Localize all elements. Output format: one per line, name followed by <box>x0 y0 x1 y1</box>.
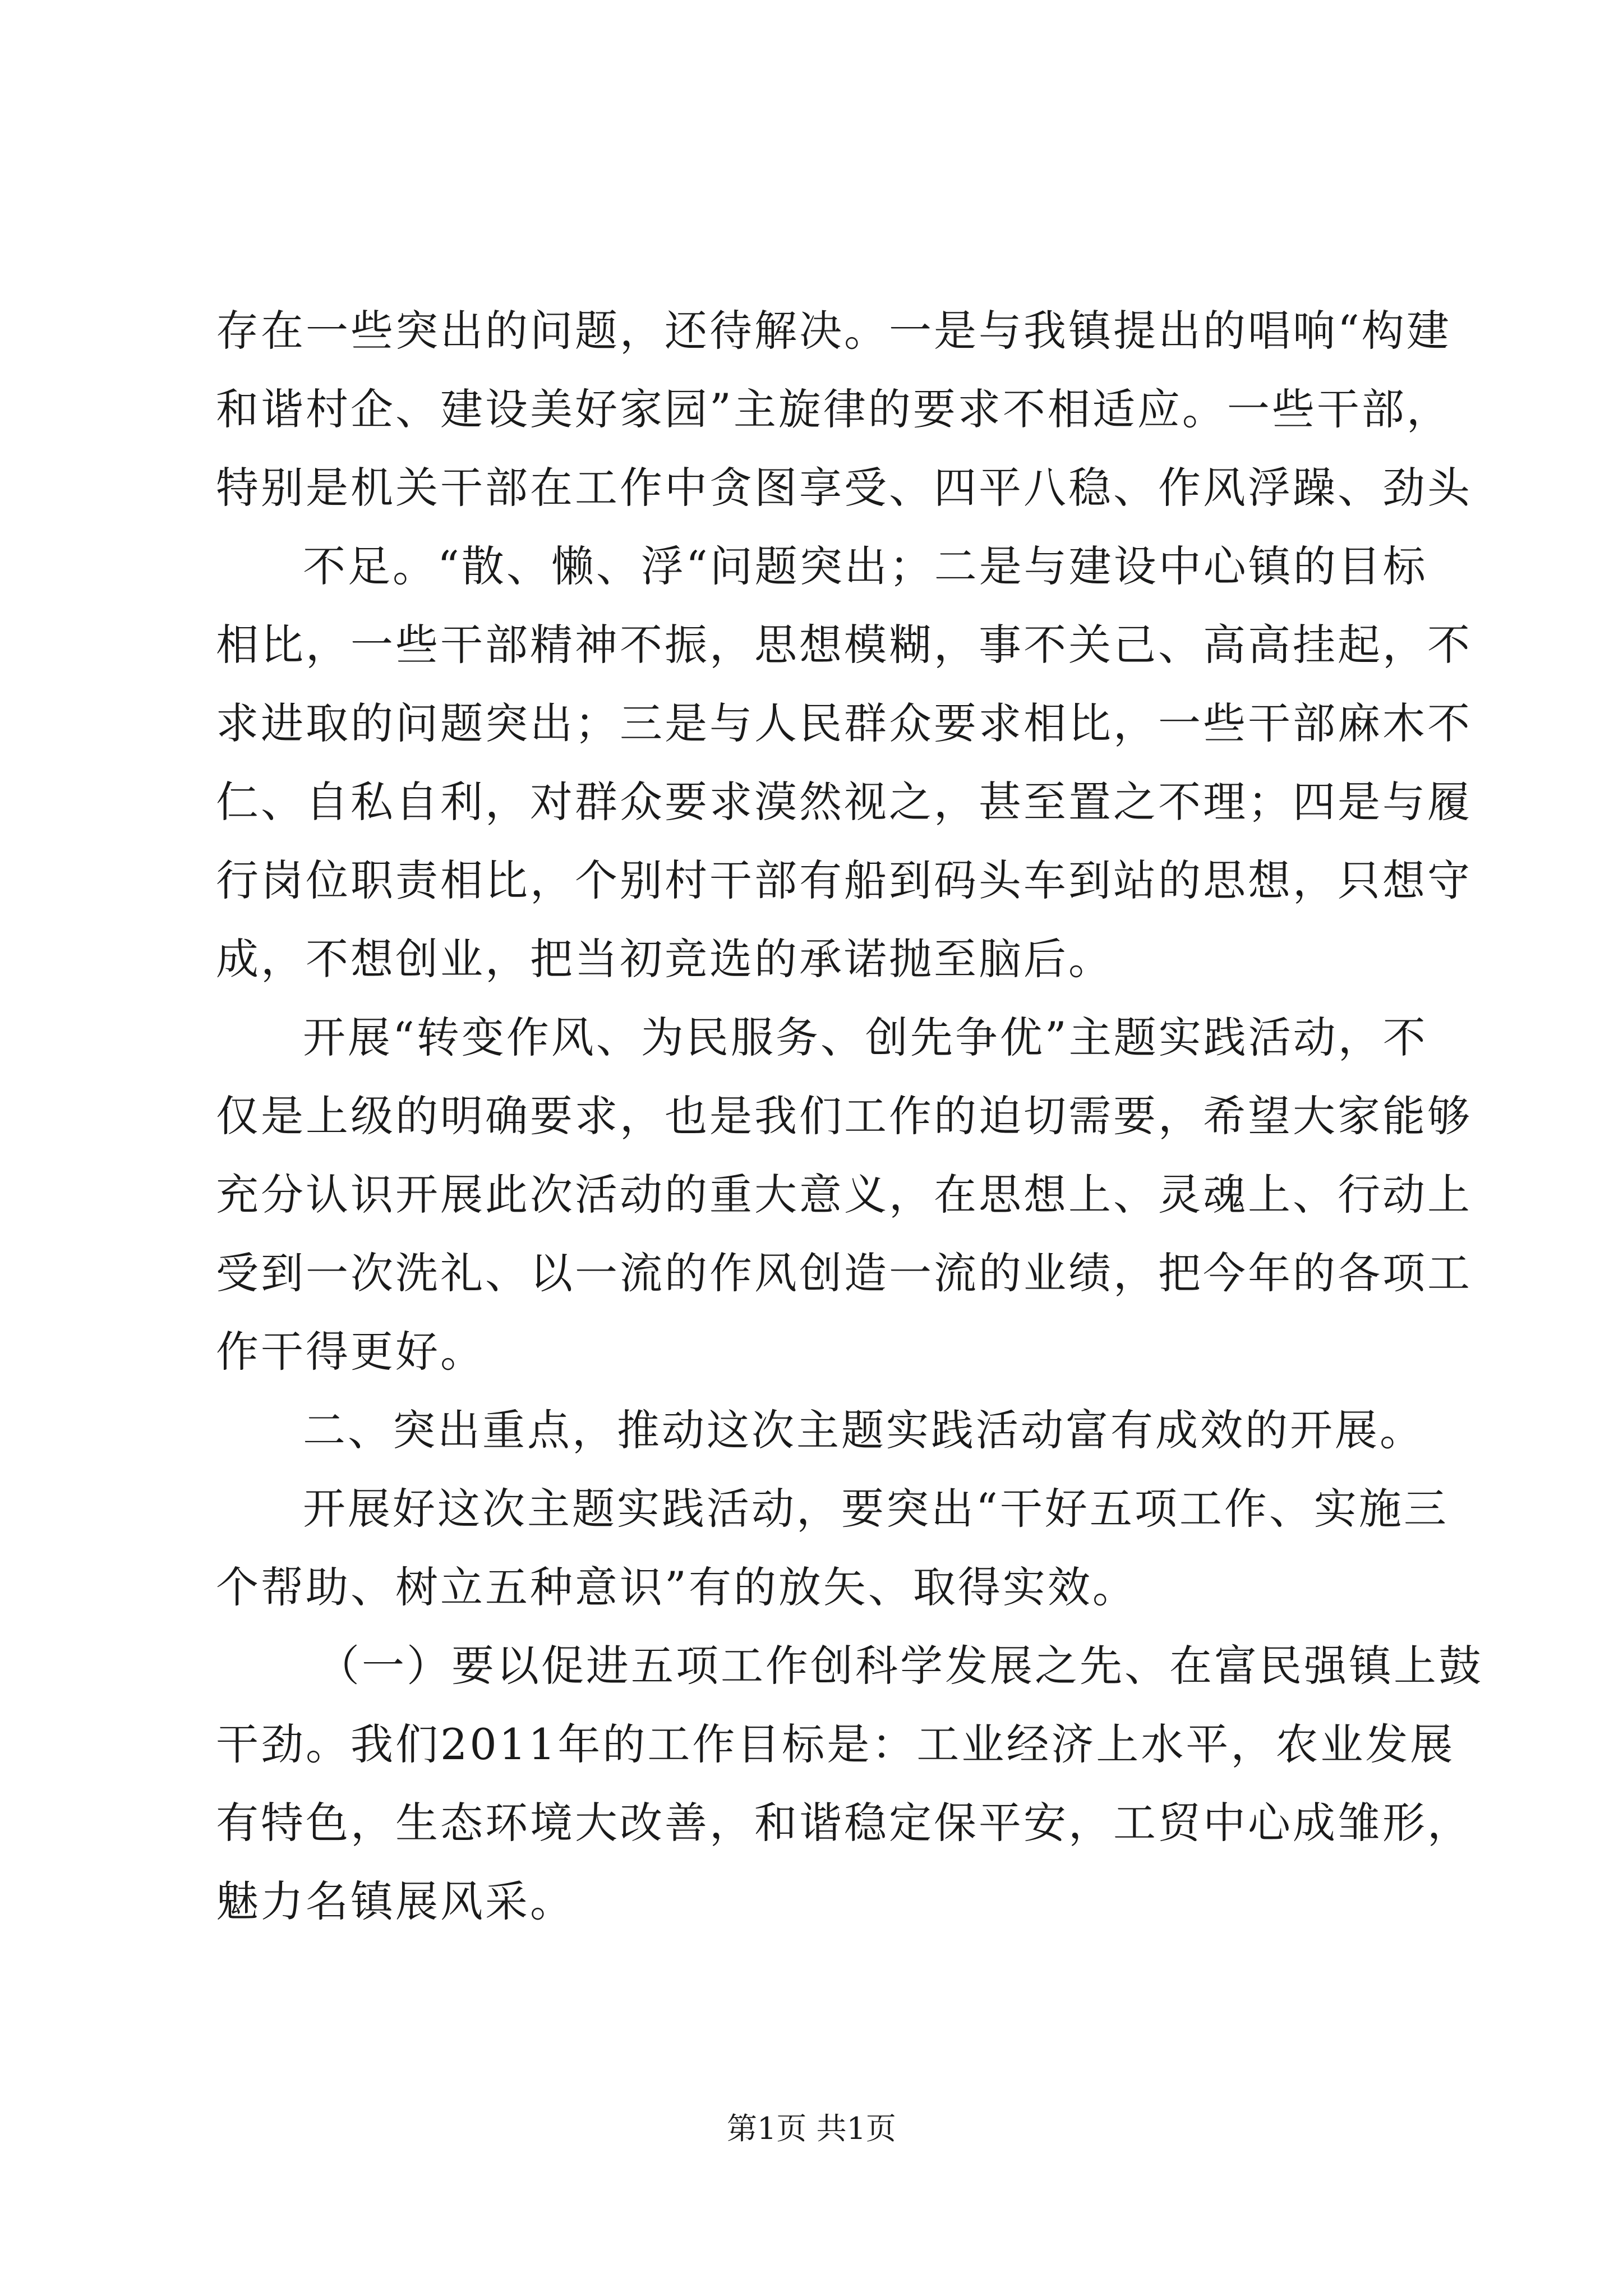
text-line: 不足。“散、懒、浮“问题突出；二是与建设中心镇的目标 <box>303 541 1428 591</box>
page-footer: 第1页 共1页 <box>727 2111 896 2146</box>
text-line: 开展好这次主题实践活动，要突出“干好五项工作、实施三 <box>303 1484 1449 1534</box>
text-line: 开展“转变作风、为民服务、创先争优”主题实践活动，不 <box>303 1013 1428 1062</box>
text-line: 特别是机关干部在工作中贪图享受、四平八稳、作风浮躁、劲头 <box>216 463 1472 513</box>
text-line: 相比，一些干部精神不振，思想模糊，事不关己、高高挂起，不 <box>216 620 1472 670</box>
text-line: 作干得更好。 <box>216 1327 485 1377</box>
text-line: 行岗位职责相比，个别村干部有船到码头车到站的思想，只想守 <box>216 855 1472 905</box>
text-line: 受到一次洗礼、以一流的作风创造一流的业绩，把今年的各项工 <box>216 1248 1472 1298</box>
text-line: 存在一些突出的问题，还待解决。一是与我镇提出的唱响“构建 <box>216 306 1451 356</box>
text-line: 求进取的问题突出；三是与人民群众要求相比，一些干部麻木不 <box>216 698 1472 748</box>
text-line: 和谐村企、建设美好家园”主旋律的要求不相适应。一些干部， <box>216 384 1451 434</box>
text-line: 魅力名镇展风采。 <box>216 1876 575 1926</box>
text-line: 个帮助、树立五种意识”有的放矢、取得实效。 <box>216 1562 1137 1612</box>
section-heading: 二、突出重点，推动这次主题实践活动富有成效的开展。 <box>303 1405 1424 1455</box>
text-line: 成，不想创业，把当初竞选的承诺抛至脑后。 <box>216 934 1113 984</box>
text-line: 有特色，生态环境大改善，和谐稳定保平安，工贸中心成雏形， <box>216 1798 1472 1848</box>
text-line: 仅是上级的明确要求，也是我们工作的迫切需要，希望大家能够 <box>216 1091 1472 1141</box>
text-line: （一）要以促进五项工作创科学发展之先、在富民强镇上鼓 <box>317 1641 1483 1691</box>
text-line: 充分认识开展此次活动的重大意义，在思想上、灵魂上、行动上 <box>216 1170 1472 1220</box>
text-line: 仁、自私自利，对群众要求漠然视之，甚至置之不理；四是与履 <box>216 777 1472 827</box>
text-line: 干劲。我们2011年的工作目标是：工业经济上水平，农业发展 <box>216 1719 1455 1769</box>
